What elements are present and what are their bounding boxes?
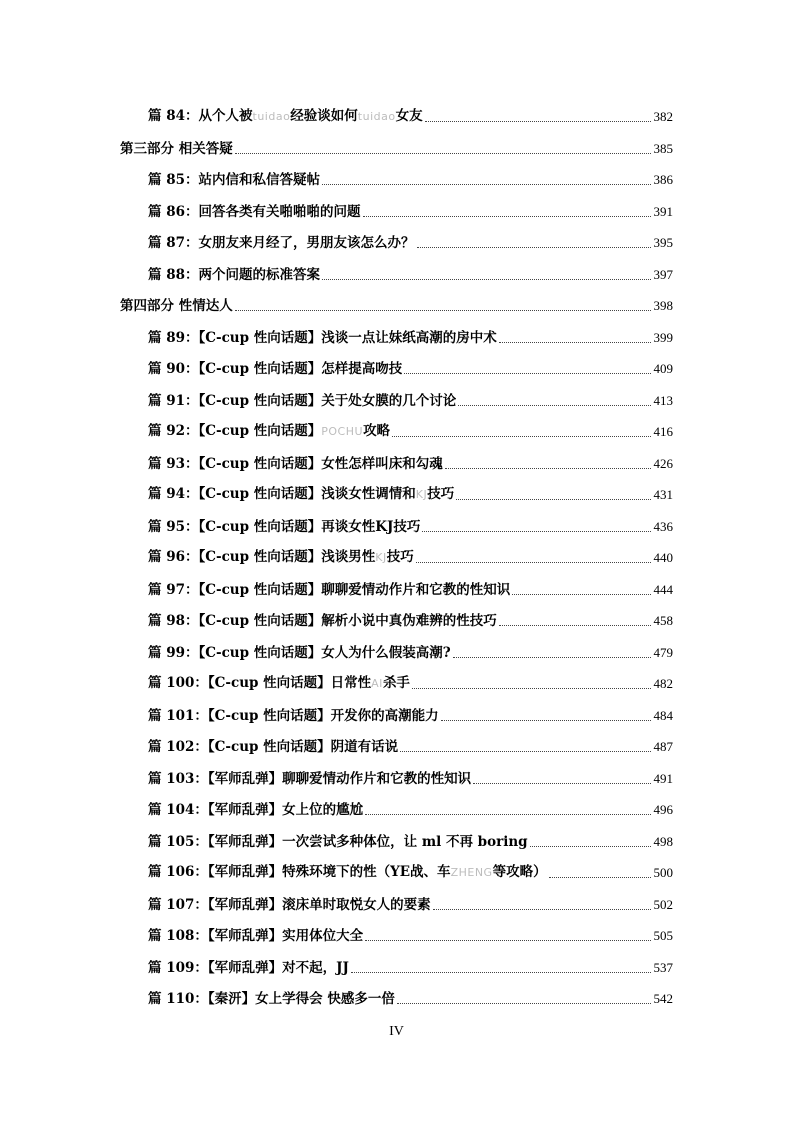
toc-entry[interactable] [148,889,673,913]
toc-entry-title [148,582,510,598]
watermark-text: AI [371,677,383,690]
toc-title-text: 技巧 [386,549,414,565]
toc-title-text: 篇 93：【C-cup 性向话题】女性怎样叫床和勾魂 [148,455,443,472]
toc-entry-title [148,393,456,409]
toc-entry-title [148,108,423,125]
toc-title-text: 篇 106：【军师乱弹】特殊环境下的性（YE战、车 [148,864,451,880]
toc-page-number: 391 [653,203,673,219]
toc-page-number: 502 [653,896,673,912]
dot-leader [235,152,651,154]
toc-page-number: 542 [653,991,673,1006]
toc-page-number: 397 [653,266,673,282]
toc-page-number: 399 [653,329,673,345]
watermark-text: tuidao [252,110,291,123]
toc-entry-title [148,613,497,629]
toc-entry[interactable] [148,542,673,566]
toc-entry-title [148,235,415,251]
dot-leader [417,246,651,248]
toc-title-text: 篇 109：【军师乱弹】对不起，JJ [148,959,349,976]
toc-entry[interactable] [148,196,673,220]
toc-title-text: 篇 110：【秦汧】女上学得会 快感多一倍 [148,991,395,1007]
watermark-text: POCHU [321,425,364,438]
toc-page-number: 416 [653,424,673,439]
toc-title-text: 篇 87：女朋友来月经了，男朋友该怎么办？ [148,235,415,251]
dot-leader [512,593,650,595]
toc-title-text: 第四部分 性情达人 [120,298,233,314]
watermark-text: ZHENG [450,866,493,879]
dot-leader [322,278,651,280]
toc-title-text: 篇 94：【C-cup 性向话题】浅谈女性调情和 [148,486,416,502]
toc-entry[interactable] [148,920,673,944]
toc-page-number: 537 [653,959,673,975]
toc-page-number: 382 [653,109,673,124]
toc-entry-title [148,645,451,661]
toc-entry-title [148,361,402,377]
toc-title-text: 篇 104：【军师乱弹】女上位的尴尬 [148,802,364,818]
dot-leader [473,782,650,784]
toc-entry[interactable] [148,479,673,503]
toc-page-number: 440 [653,550,673,565]
dot-leader [456,498,650,500]
toc-page-number: 491 [653,770,673,786]
toc-page-number: 444 [653,581,673,597]
dot-leader [422,530,650,532]
toc-page-number: 409 [653,361,673,376]
toc-page-number: 505 [653,928,673,943]
toc-entry[interactable] [148,605,673,629]
toc-entry[interactable] [148,385,673,409]
toc-entry-title [148,708,439,724]
dot-leader [397,1002,651,1004]
toc-entry-title [148,864,547,881]
toc-title-text: 攻略 [363,423,391,439]
toc-entry-title [148,204,361,220]
toc-entry[interactable] [148,857,673,881]
dot-leader [351,971,651,973]
toc-title-text: 篇 103：【军师乱弹】聊聊爱情动作片和它教的性知识 [148,770,472,787]
toc-title-text: 篇 86：回答各类有关啪啪啪的问题 [148,203,361,220]
toc-title-text: 经验谈如何 [290,108,358,124]
dot-leader [400,750,650,752]
toc-entry-title [148,519,420,535]
toc-entry[interactable] [148,511,673,535]
toc-entry[interactable] [148,794,673,818]
toc-page-number: 482 [653,676,673,691]
toc-entry-title [148,991,395,1007]
toc-page-number: 431 [653,487,673,502]
toc-title-text: 篇 88：两个问题的标准答案 [148,266,320,283]
dot-leader [392,435,650,437]
toc-title-text: 篇 107：【军师乱弹】滚床单时取悦女人的要素 [148,896,431,913]
watermark-text: KJ [375,551,387,564]
toc-section-heading[interactable] [120,133,673,157]
toc-title-text: 篇 98：【C-cup 性向话题】解析小说中真伪难辨的性技巧 [148,613,497,629]
toc-entry-title [148,267,320,283]
toc-entry-title [148,802,363,818]
dot-leader [433,908,651,910]
toc-page-number: 413 [653,392,673,408]
dot-leader [363,215,651,217]
toc-page-number: 498 [653,833,673,849]
toc-page-number: 386 [653,172,673,187]
dot-leader [530,845,651,847]
toc-title-text: 篇 85：站内信和私信答疑帖 [148,172,320,188]
toc-section-heading[interactable] [120,290,673,314]
dot-leader [445,467,651,469]
toc-entry[interactable] [148,983,673,1007]
toc-title-text: 等攻略） [492,864,547,880]
toc-page-number: 487 [653,739,673,754]
watermark-text: KJ [415,488,428,501]
dot-leader [365,939,650,941]
dot-leader [416,561,651,563]
toc-page-number: 500 [653,865,673,880]
toc-entry[interactable] [148,637,673,661]
dot-leader [453,656,651,658]
toc-entry[interactable] [148,322,673,346]
toc-entry-title [148,960,349,976]
toc-entry[interactable] [148,668,673,692]
toc-title-text: 技巧 [427,486,455,502]
dot-leader [404,372,650,374]
dot-leader [499,624,651,626]
toc-entry-title [148,771,471,787]
toc-title-text: 篇 97：【C-cup 性向话题】聊聊爱情动作片和它教的性知识 [148,581,511,598]
toc-title-text: 篇 105：【军师乱弹】一次尝试多种体位，让 ml 不再 boring [148,833,528,850]
toc-entry-title [148,739,398,755]
toc-title-text: 篇 108：【军师乱弹】实用体位大全 [148,928,364,944]
toc-page-number: 426 [653,455,673,471]
toc-entry-title [148,549,414,566]
toc-entry[interactable] [148,952,673,976]
toc-entry[interactable] [148,826,673,850]
toc-entry[interactable] [148,353,673,377]
page-number: IV [389,1024,404,1039]
toc-entry-title [148,486,454,503]
toc-title-text: 杀手 [382,675,410,691]
toc-title-text: 篇 102：【C-cup 性向话题】阴道有话说 [148,739,399,755]
toc-title-text: 篇 92：【C-cup 性向话题】 [148,423,322,439]
toc-page-number: 484 [653,707,673,723]
dot-leader [365,813,650,815]
dot-leader [425,120,651,122]
toc-entry-title [120,298,233,314]
toc-entry-title [148,834,528,850]
toc-entry-title [148,456,443,472]
toc-entry[interactable] [148,416,673,440]
toc-entry[interactable] [148,448,673,472]
toc-entry[interactable] [148,227,673,251]
toc-page-number: 398 [653,298,673,313]
dot-leader [458,404,650,406]
toc-entry[interactable] [148,164,673,188]
toc-entry-title [148,172,320,188]
toc-entry[interactable] [148,259,673,283]
dot-leader [235,309,651,311]
toc-page-number: 395 [653,235,673,250]
watermark-text: tuidao [357,110,396,123]
toc-entry-title [148,675,410,692]
toc-title-text: 篇 91：【C-cup 性向话题】关于处女膜的几个讨论 [148,392,457,409]
toc-entry-title [120,141,233,157]
toc-page-number: 436 [653,518,673,534]
toc-page-number: 385 [653,140,673,156]
toc-entry[interactable] [148,574,673,598]
toc-entry-title [148,897,431,913]
toc-title-text: 篇 90：【C-cup 性向话题】怎样提高吻技 [148,361,403,377]
toc-entry-title [148,330,497,346]
toc-entry[interactable] [148,700,673,724]
toc-entry-title [148,423,390,440]
dot-leader [412,687,651,689]
toc-title-text: 篇 100：【C-cup 性向话题】日常性 [148,675,372,691]
dot-leader [441,719,651,721]
toc-entry[interactable] [148,731,673,755]
dot-leader [549,876,651,878]
toc-title-text: 篇 99：【C-cup 性向话题】女人为什么假装高潮? [148,644,451,661]
toc-entry-title [148,928,363,944]
toc-title-text: 女友 [395,108,423,124]
toc-title-text: 篇 96：【C-cup 性向话题】浅谈男性 [148,549,376,565]
toc-title-text: 第三部分 相关答疑 [120,140,233,157]
toc-title-text: 篇 101：【C-cup 性向话题】开发你的高潮能力 [148,707,439,724]
toc-page-number: 458 [653,613,673,628]
toc-page-number: 496 [653,802,673,817]
toc-title-text: 篇 95：【C-cup 性向话题】再谈女性KJ技巧 [148,518,421,535]
dot-leader [499,341,651,343]
toc-title-text: 篇 84：从个人被 [148,108,253,124]
toc-title-text: 篇 89：【C-cup 性向话题】浅谈一点让妹纸高潮的房中术 [148,329,497,346]
toc-entry[interactable] [148,763,673,787]
toc-entry[interactable] [148,101,673,125]
toc-page-number: 479 [653,644,673,660]
dot-leader [322,183,651,185]
